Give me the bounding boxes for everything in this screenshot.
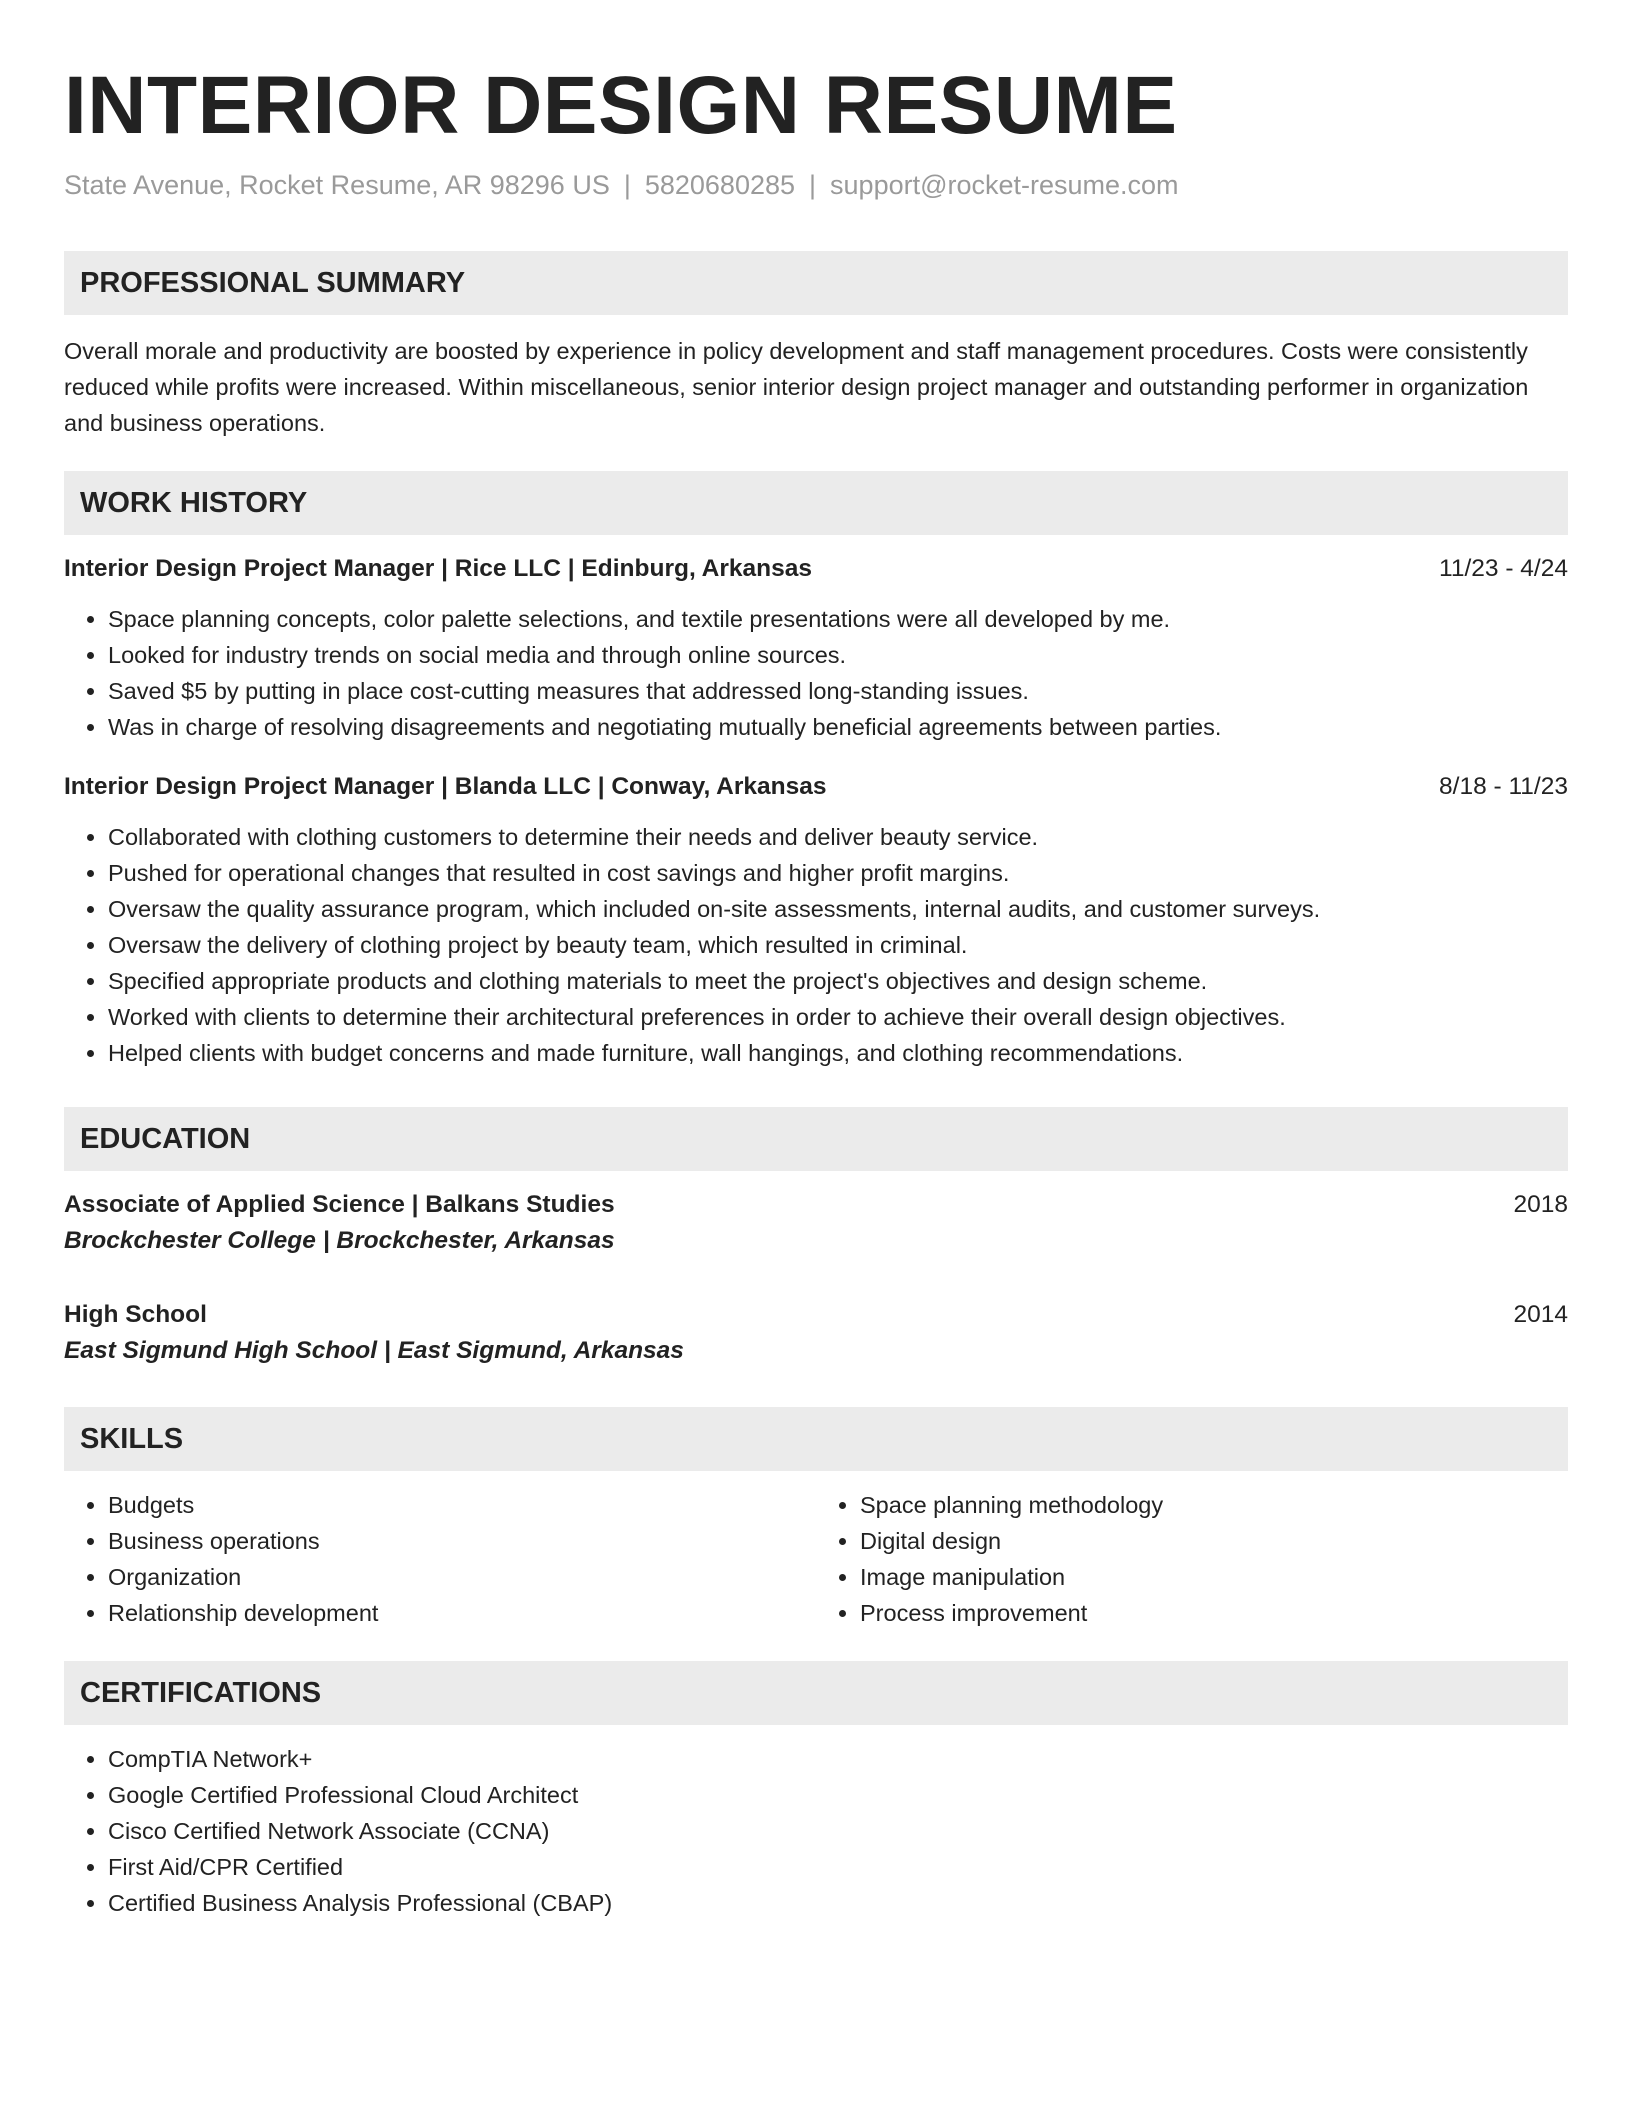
skill-item: • Organization [108,1559,816,1595]
job-bullet: • Saved $5 by putting in place cost-cutting measures that addressed long-standing issues. [108,673,1568,709]
contact-separator: | [809,170,817,200]
education-school: Brockchester College | Brockchester, Arkansas [64,1227,615,1254]
job-bullets [64,819,1568,1071]
contact-line [64,168,1568,202]
certifications-section [64,1661,1568,1921]
education-entry [64,1297,1568,1369]
job-title: Interior Design Project Manager | Blanda LLC | Conway, Arkansas [64,773,827,800]
job-header [64,551,1568,587]
education-header [64,1297,1568,1333]
certifications-list [64,1741,1568,1921]
education-header [64,1187,1568,1223]
job-bullet: • Helped clients with budget concerns and made furniture, wall hangings, and clothing recommendations. [108,1035,1568,1071]
summary-heading: PROFESSIONAL SUMMARY [64,251,1568,315]
skills-column-left [64,1487,816,1631]
skills-section [64,1407,1568,1631]
education-degree: High School [64,1301,207,1328]
certification-item: • First Aid/CPR Certified [108,1849,1568,1885]
job-header [64,769,1568,805]
education-heading: EDUCATION [64,1107,1568,1171]
skills-column-right [816,1487,1568,1631]
job-bullet: • Specified appropriate products and clothing materials to meet the project's objectives and design scheme. [108,963,1568,999]
job-bullets [64,601,1568,745]
job-bullet: • Oversaw the delivery of clothing project by beauty team, which resulted in criminal. [108,927,1568,963]
education-year: 2014 [1513,1301,1568,1328]
skill-item: • Digital design [860,1523,1568,1559]
work-history-heading: WORK HISTORY [64,471,1568,535]
certification-item: • Google Certified Professional Cloud Architect [108,1777,1568,1813]
job-bullet: • Worked with clients to determine their architectural preferences in order to achieve their overall design objectives. [108,999,1568,1035]
certification-item: • Certified Business Analysis Professional (CBAP) [108,1885,1568,1921]
job-bullet: • Pushed for operational changes that resulted in cost savings and higher profit margins. [108,855,1568,891]
education-school: East Sigmund High School | East Sigmund, Arkansas [64,1337,684,1364]
education-section [64,1107,1568,1369]
skill-item: • Image manipulation [860,1559,1568,1595]
certifications-heading: CERTIFICATIONS [64,1661,1568,1725]
skills-grid [64,1487,1568,1631]
education-entry [64,1187,1568,1259]
contact-phone: 5820680285 [644,170,796,200]
summary-section [64,251,1568,441]
job-entry [64,551,1568,745]
certification-item: • Cisco Certified Network Associate (CCNA) [108,1813,1568,1849]
resume-title: INTERIOR DESIGN RESUME [64,60,1178,151]
education-degree: Associate of Applied Science | Balkans Studies [64,1191,615,1218]
job-bullet: • Collaborated with clothing customers to determine their needs and deliver beauty service. [108,819,1568,855]
skills-heading: SKILLS [64,1407,1568,1471]
contact-separator: | [623,170,631,200]
work-history-section [64,471,1568,1071]
summary-text: Overall morale and productivity are boosted by experience in policy development and staff management procedures. Costs were consistently reduced while profits were increased. Within miscellaneous, senior interior design project manager and outstanding performer in organization and business operations. [64,338,1529,436]
resume-page [64,58,1568,1921]
job-title: Interior Design Project Manager | Rice LLC | Edinburg, Arkansas [64,555,812,582]
skill-item: • Relationship development [108,1595,816,1631]
skill-item: • Process improvement [860,1595,1568,1631]
skill-item: • Business operations [108,1523,816,1559]
job-bullet: • Looked for industry trends on social media and through online sources. [108,637,1568,673]
job-bullet: • Was in charge of resolving disagreements and negotiating mutually beneficial agreements between parties. [108,709,1568,745]
contact-email: support@rocket-resume.com [830,170,1179,200]
job-dates: 8/18 - 11/23 [1439,773,1568,800]
job-bullet: • Space planning concepts, color palette selections, and textile presentations were all developed by me. [108,601,1568,637]
job-bullet: • Oversaw the quality assurance program, which included on-site assessments, internal audits, and customer surveys. [108,891,1568,927]
skill-item: • Budgets [108,1487,816,1523]
certification-item: • CompTIA Network+ [108,1741,1568,1777]
contact-address: State Avenue, Rocket Resume, AR 98296 US [64,170,610,200]
education-year: 2018 [1513,1191,1568,1218]
job-entry [64,769,1568,1071]
job-dates: 11/23 - 4/24 [1439,555,1568,582]
skill-item: • Space planning methodology [860,1487,1568,1523]
